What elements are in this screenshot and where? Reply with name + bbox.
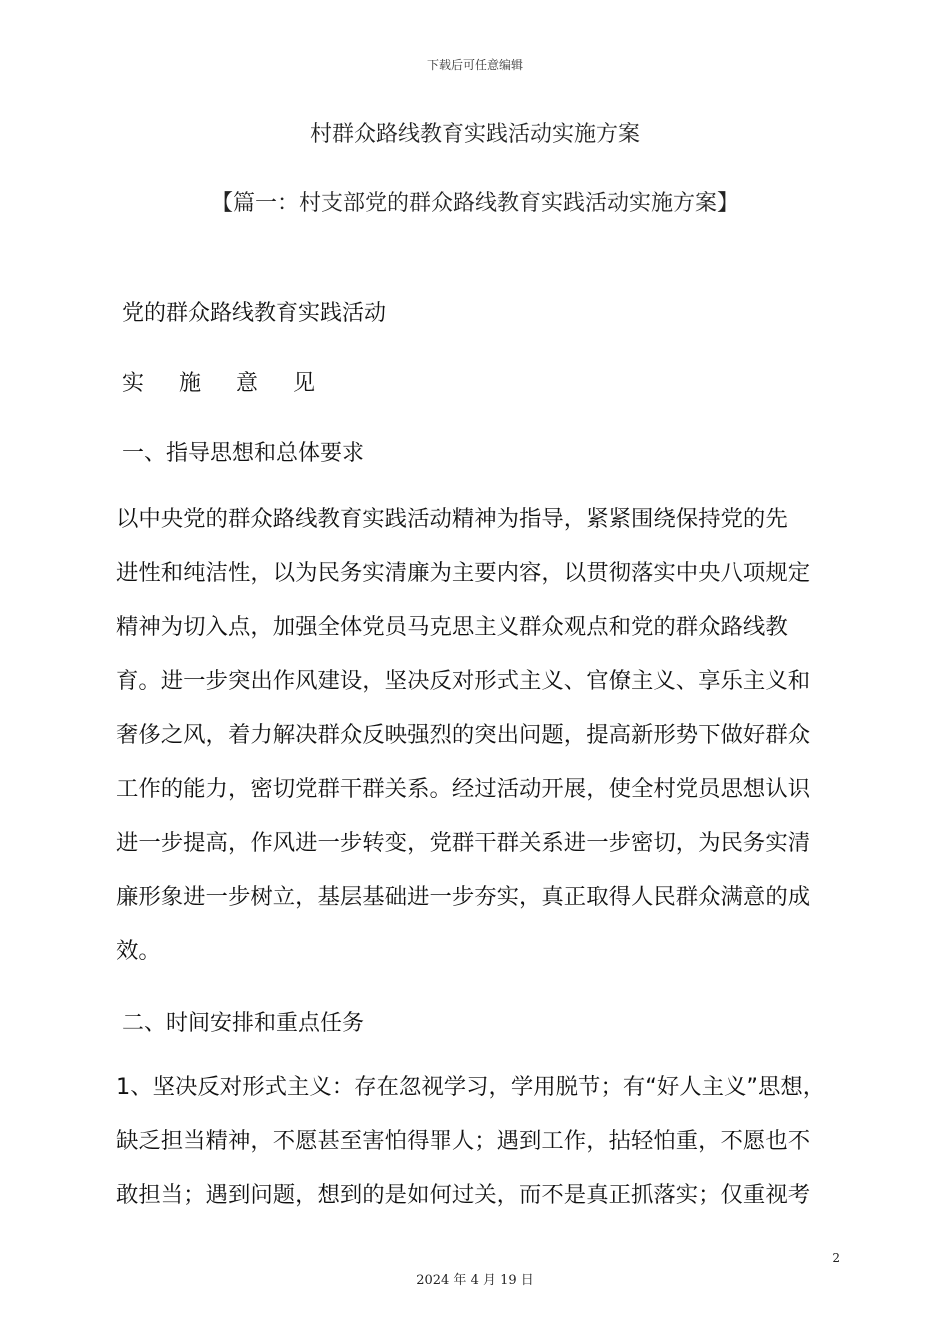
section2-heading: 二、时间安排和重点任务 bbox=[122, 1011, 365, 1036]
document-subtitle: 【篇一：村支部党的群众路线教育实践活动实施方案】 bbox=[210, 191, 739, 216]
heading-opinion: 实 施 意 见 bbox=[122, 371, 329, 396]
paragraph-line: 以中央党的群众路线教育实践活动精神为指导，紧紧围绕保持党的先 bbox=[116, 506, 788, 532]
paragraph-line: 精神为切入点，加强全体党员马克思主义群众观点和党的群众路线教 bbox=[116, 614, 788, 640]
section2-paragraph bbox=[116, 1060, 838, 1222]
document-title: 村群众路线教育实践活动实施方案 bbox=[309, 122, 640, 147]
paragraph-line: 缺乏担当精神，不愿甚至害怕得罪人；遇到工作，拈轻怕重，不愿也不 bbox=[116, 1128, 811, 1154]
page-number: 2 bbox=[832, 1251, 840, 1265]
paragraph-line: 进性和纯洁性，以为民务实清廉为主要内容，以贯彻落实中央八项规定 bbox=[116, 560, 811, 586]
paragraph-line: 奢侈之风，着力解决群众反映强烈的突出问题，提高新形势下做好群众 bbox=[116, 722, 811, 748]
paragraph-line: 1、坚决反对形式主义：存在忽视学习，学用脱节；有“好人主义”思想， bbox=[116, 1074, 826, 1100]
section1-paragraph bbox=[116, 492, 838, 978]
paragraph-line: 廉形象进一步树立，基层基础进一步夯实，真正取得人民群众满意的成 bbox=[116, 884, 811, 910]
footer-date: 2024 年 4 月 19 日 bbox=[416, 1273, 534, 1288]
section1-heading: 一、指导思想和总体要求 bbox=[122, 441, 365, 466]
paragraph-line: 敢担当；遇到问题，想到的是如何过关，而不是真正抓落实；仅重视考 bbox=[116, 1182, 811, 1208]
paragraph-line: 效。 bbox=[116, 938, 161, 964]
heading-activity: 党的群众路线教育实践活动 bbox=[122, 301, 387, 326]
paragraph-line: 工作的能力，密切党群干群关系。经过活动开展，使全村党员思想认识 bbox=[116, 776, 811, 802]
paragraph-line: 育。进一步突出作风建设，坚决反对形式主义、官僚主义、享乐主义和 bbox=[116, 668, 811, 694]
paragraph-line: 进一步提高，作风进一步转变，党群干群关系进一步密切，为民务实清 bbox=[116, 830, 811, 856]
header-note: 下载后可任意编辑 bbox=[426, 58, 523, 72]
